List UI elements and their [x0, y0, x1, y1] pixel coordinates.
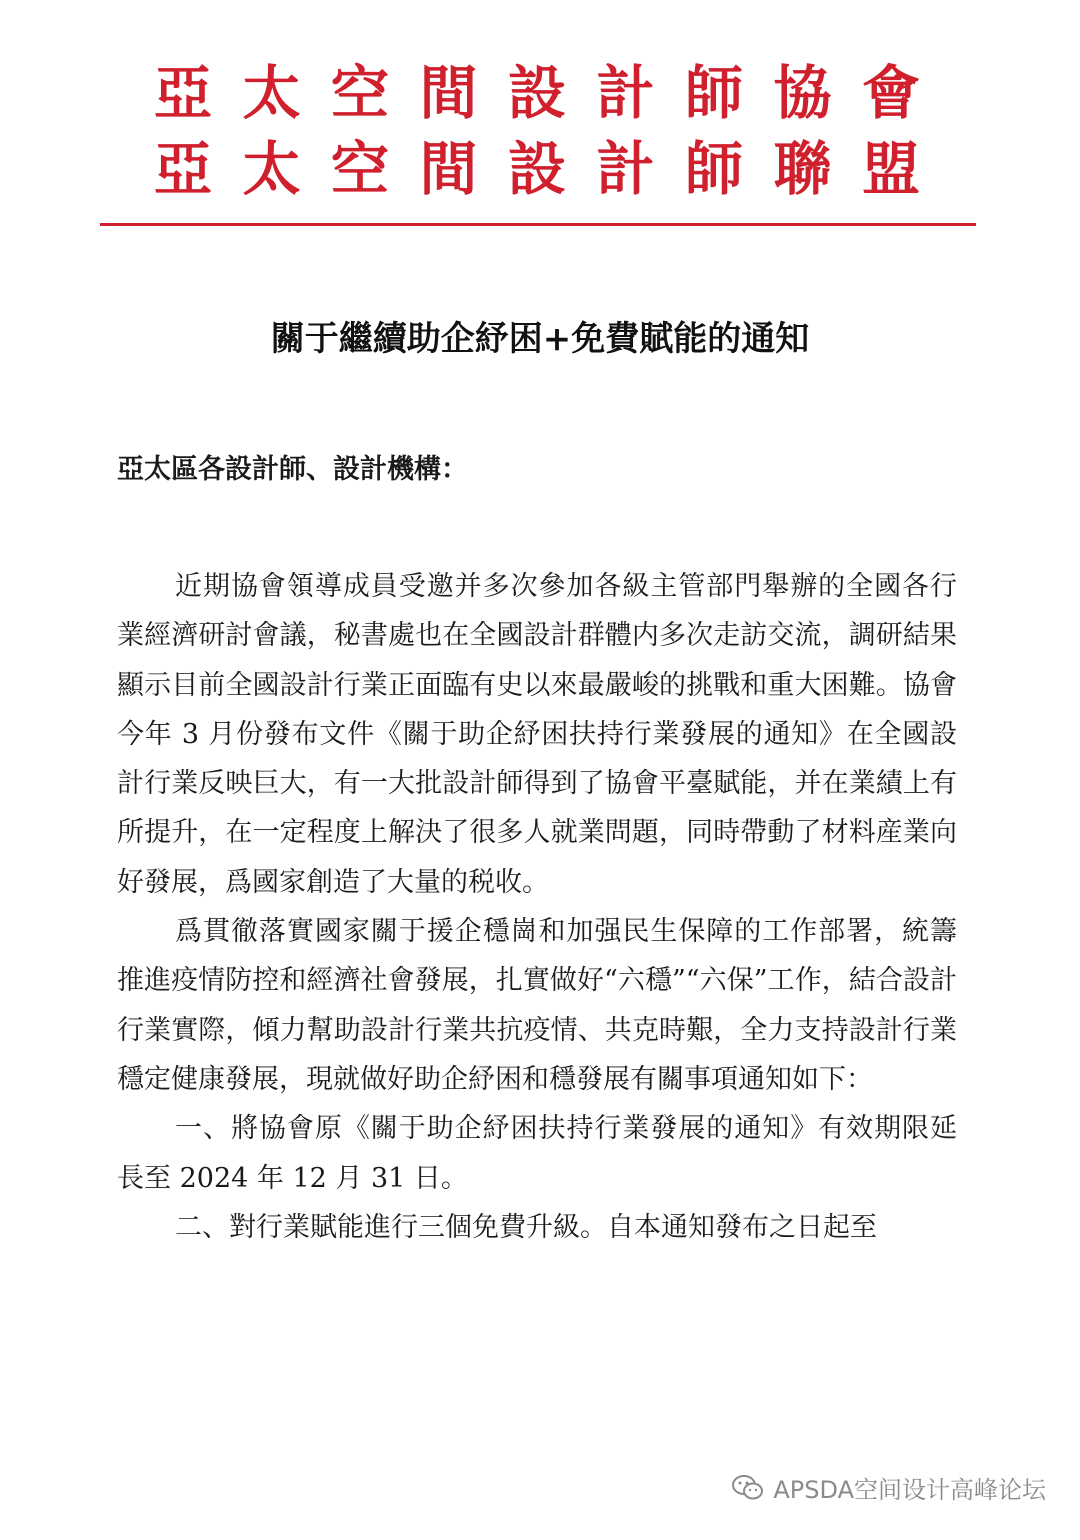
document-title: 關于繼續助企紓困+免費賦能的通知	[270, 319, 810, 359]
letterhead-char: 計	[596, 135, 655, 203]
letterhead-char: 師	[684, 59, 743, 127]
watermark-text: APSDA空间设计高峰论坛	[773, 1476, 1046, 1504]
letterhead-char: 設	[507, 59, 566, 127]
body-paragraph: 爲貫徹落實國家關于援企穩崗和加强民生保障的工作部署，統籌推進疫情防控和經濟社會發展，扎實做好“六穩”“六保”工作，結合設計行業實際，傾力幫助設計行業共抗疫情、共克時艱，全力支持設計行業穩定健康發展，現就做好助企紓困和穩發展有關事項通知如下：	[117, 916, 957, 1095]
letterhead-char: 師	[684, 135, 743, 203]
watermark-footer	[731, 1470, 1046, 1505]
letterhead-rule	[100, 223, 976, 226]
letterhead-char: 協	[773, 59, 832, 127]
letterhead-char: 太	[242, 135, 301, 203]
document-body	[117, 562, 957, 1252]
body-paragraph: 一、將協會原《關于助企紓困扶持行業發展的通知》有效期限延長至 2024 年 12 月 31 日。	[117, 1113, 957, 1194]
letterhead-line-2	[147, 131, 927, 207]
letterhead-char: 盟	[861, 135, 920, 203]
letterhead-char: 間	[419, 59, 478, 127]
salutation: 亞太區各設計師、設計機構：	[117, 454, 468, 485]
letterhead-char: 聯	[773, 135, 832, 203]
letterhead-char: 太	[242, 59, 301, 127]
letterhead-line-1	[147, 55, 927, 131]
letterhead-char: 亞	[153, 59, 212, 127]
letterhead-char: 設	[507, 135, 566, 203]
letterhead-char: 空	[330, 135, 389, 203]
letterhead-char: 空	[330, 59, 389, 127]
wechat-icon	[731, 1473, 765, 1503]
letterhead	[100, 55, 976, 207]
body-paragraph: 近期協會領導成員受邀并多次參加各級主管部門舉辦的全國各行業經濟研討會議，秘書處也在全國設計群體内多次走訪交流，調研結果顯示目前全國設計行業正面臨有史以來最嚴峻的挑戰和重大困難。協會今年 3 月份發布文件《關于助企紓困扶持行業發展的通知》在全國設計行業反映巨大，有一大批設計師得到了協會平臺賦能，并在業績上有所提升，在一定程度上解決了很多人就業問題，同時帶動了材料産業向好發展，爲國家創造了大量的税收。	[117, 571, 957, 898]
body-paragraph: 二、對行業賦能進行三個免費升級。自本通知發布之日起至	[175, 1211, 878, 1243]
letterhead-char: 計	[596, 59, 655, 127]
letterhead-char: 間	[419, 135, 478, 203]
letterhead-char: 會	[861, 59, 920, 127]
letterhead-char: 亞	[153, 135, 212, 203]
